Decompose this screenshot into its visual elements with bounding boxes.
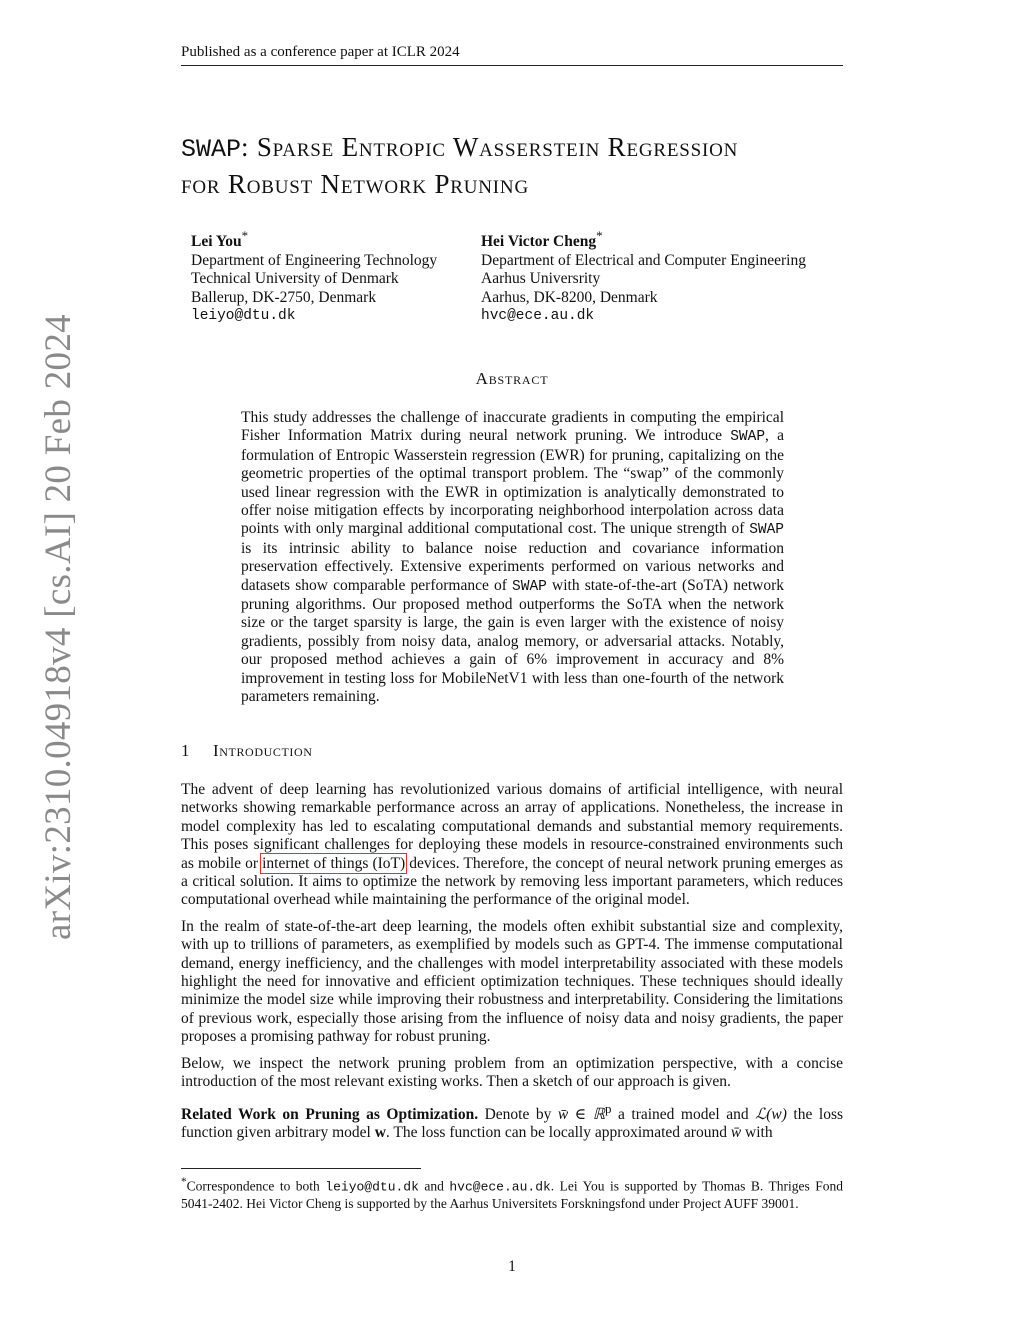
page-number: 1 [508, 1258, 516, 1275]
author-affiliation: Department of Engineering Technology [191, 251, 438, 269]
footnote-mark: * [181, 1176, 187, 1188]
paragraph-text: Denote by [478, 1105, 558, 1123]
author-institution: Technical University of Denmark [191, 270, 399, 288]
abstract-segment: with state-of-the-art (SoTA) network pruning algorithms. Our proposed method outperforms the SoTA when the network size or the target sparsity is large, the gain is even larger with the existence of noisy gradients, possibly from noisy data, analog memory, or adversarial attacks. Notably, our proposed method achieves a gain of 6% improvement in accuracy and 8% improvement in testing loss for MobileNetV1 with less than one-fourth of the network parameters remaining. [241, 576, 784, 706]
footnote [181, 1174, 843, 1213]
footnote-text: and [418, 1178, 450, 1194]
paragraph-text: The advent of deep learning has revolutionized various domains of artificial intelligence, with neural networks showing remarkable performance across an array of applications. Nonetheless, the increase in model complexity has led to escalating computational demands and substantial memory requirements. This poses significant challenges for deploying these models in resource-constrained environments such as mobile or [181, 781, 843, 872]
author-institution: Aarhus Universrity [481, 270, 601, 288]
paragraph-text: with [741, 1124, 773, 1142]
code-swap: SWAP [730, 429, 766, 446]
footnote-email[interactable]: hvc@ece.au.dk [449, 1179, 551, 1195]
author-footnote-mark[interactable]: * [241, 228, 249, 243]
iot-acronym-link[interactable]: internet of things (IoT) [262, 854, 406, 872]
abstract-segment: is its intrinsic ability to balance noise reduction and covariance information preservation effectively. Extensive experiments performed on various networks and datasets show comparable performance of [241, 539, 784, 594]
code-swap: SWAP [749, 522, 784, 539]
paragraph: Below, we inspect the network pruning problem from an optimization perspective, with a concise introduction of the most relevant existing works. Then a sketch of our approach is given. [181, 1054, 843, 1091]
running-header: Published as a conference paper at ICLR 2024 [181, 44, 843, 66]
paragraph: In the realm of state-of-the-art deep learning, the models often exhibit substantial size and complexity, with up to trillions of parameters, as exemplified by models such as GPT-4. The immense computational demand, energy inefficiency, and the challenges with model interpretability associated with these models highlight the need for innovative and efficient optimization techniques. These techniques should ideally minimize the model size while improving their robustness and interpretability. Considering the limitations of previous work, especially those arising from the influence of noisy data and noisy gradients, the paper proposes a promising pathway for robust pruning. [181, 917, 843, 1046]
footnote-text: . Lei You is supported by Thomas B. Thriges Fond 5041-2402. Hei Victor Cheng is supported by the Aarhus Universitets Forskningsfond under Project AUFF 39001. [181, 1178, 844, 1211]
arxiv-identifier-stamp[interactable]: arXiv:2310.04918v4 [cs.AI] 20 Feb 2024 [38, 314, 79, 940]
section-title: Introduction [213, 741, 313, 760]
abstract-heading: Abstract [475, 369, 549, 388]
math-symbol: ℒ(w) [755, 1105, 787, 1123]
section-number: 1 [181, 741, 191, 760]
footnote-text: Correspondence to both [186, 1178, 326, 1194]
author-name: Lei You [191, 233, 242, 251]
section-heading-introduction [181, 741, 313, 761]
math-symbol: w̄ ∈ ℝ [557, 1105, 606, 1123]
title-line2: for Robust Network Pruning [181, 169, 529, 199]
abstract-text [241, 409, 784, 707]
author-email[interactable]: leiyo@dtu.dk [191, 308, 296, 325]
author-affiliation: Department of Electrical and Computer Engineering [481, 251, 806, 269]
paragraph-text: devices. Therefore, the concept of neural network pruning emerges as a critical solution. It aims to optimize the network by removing less important parameters, which reduces computational overhead while maintaining the performance of the original model. [181, 854, 843, 909]
paragraph-text: . The loss function can be locally approximated around [385, 1124, 731, 1142]
footnote-email[interactable]: leiyo@dtu.dk [325, 1179, 419, 1195]
author-address: Ballerup, DK-2750, Denmark [191, 288, 377, 306]
author-block-1 [191, 227, 437, 326]
math-symbol: w̄ [730, 1124, 742, 1142]
footnote-divider [181, 1168, 421, 1169]
paragraph-heading: Related Work on Pruning as Optimization. [181, 1105, 479, 1123]
paragraph [181, 1100, 843, 1143]
author-address: Aarhus, DK-8200, Denmark [481, 288, 658, 306]
title-acronym: SWAP [181, 135, 242, 164]
abstract-segment: , a formulation of Entropic Wasserstein regression (EWR) for pruning, capitalizing on the geometric properties of the optimal transport problem. The “swap” of the commonly used linear regression with the EWR in optimization is analytically demonstrated to offer noise mitigation effects by incorporating neighborhood interpolation across data points with only marginal additional computational cost. The unique strength of [241, 427, 784, 538]
author-name: Hei Victor Cheng [481, 233, 597, 251]
math-superscript: p [605, 1100, 612, 1116]
introduction-body [181, 781, 843, 1150]
author-footnote-mark[interactable]: * [596, 228, 603, 243]
author-block-2 [481, 227, 806, 326]
paragraph [181, 781, 843, 910]
paragraph-text: the loss function given arbitrary model [181, 1105, 844, 1142]
paper-title [181, 130, 861, 202]
title-line1: : Sparse Entropic Wasserstein Regression [241, 132, 739, 162]
paragraph-text: a trained model and [611, 1105, 756, 1123]
author-email[interactable]: hvc@ece.au.dk [481, 308, 595, 325]
code-swap: SWAP [512, 578, 547, 595]
abstract-segment: This study addresses the challenge of inaccurate gradients in computing the empirical Fisher Information Matrix during neural network pruning. We introduce [241, 409, 784, 445]
math-symbol: w [374, 1124, 386, 1142]
